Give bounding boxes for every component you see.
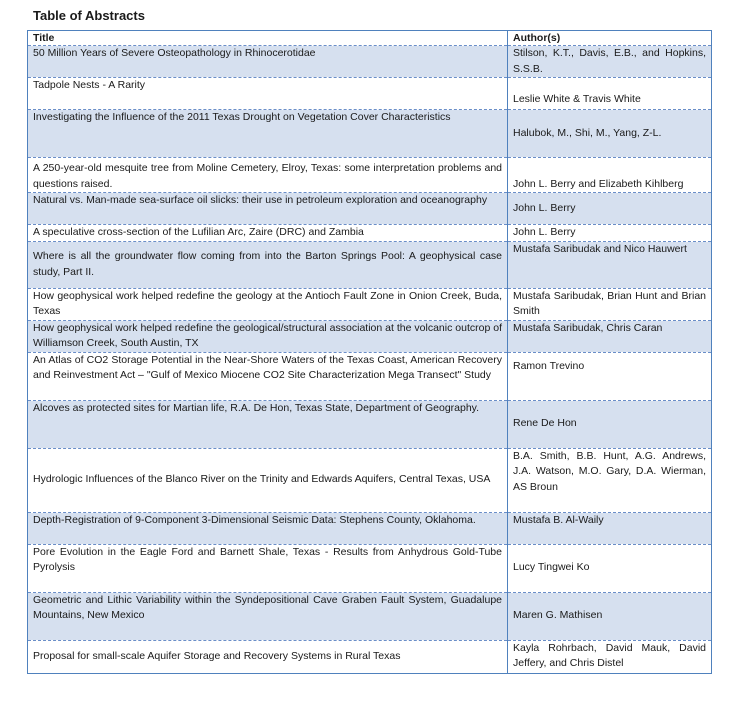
table-row [28, 592, 712, 640]
table-row [28, 544, 712, 592]
abstract-title: Tadpole Nests - A Rarity [28, 78, 508, 110]
table-row [28, 241, 712, 288]
abstract-title: Geometric and Lithic Variability within the Syndepositional Cave Graben Fault System, Guadalupe Mountains, New Mexico [28, 592, 508, 640]
table-row [28, 320, 712, 352]
abstract-title: Depth-Registration of 9-Component 3-Dimensional Seismic Data: Stephens County, Oklahoma. [28, 512, 508, 544]
column-header-authors: Author(s) [508, 31, 712, 46]
table-row [28, 225, 712, 242]
abstract-authors: Mustafa Saribudak, Chris Caran [508, 320, 712, 352]
table-row [28, 158, 712, 193]
abstract-authors: John L. Berry [508, 225, 712, 242]
table-row [28, 352, 712, 400]
abstract-authors: John L. Berry and Elizabeth Kihlberg [508, 158, 712, 193]
abstracts-table [27, 30, 712, 674]
abstract-title: How geophysical work helped redefine the geological/structural association at the volcanic outcrop of Williamson Creek, South Austin, TX [28, 320, 508, 352]
table-row [28, 288, 712, 320]
abstract-authors: B.A. Smith, B.B. Hunt, A.G. Andrews, J.A. Watson, M.O. Gary, D.A. Wierman, AS Broun [508, 448, 712, 512]
table-row [28, 46, 712, 78]
table-row [28, 110, 712, 158]
abstract-title: A 250-year-old mesquite tree from Moline Cemetery, Elroy, Texas: some interpretation problems and questions raised. [28, 158, 508, 193]
table-row [28, 400, 712, 448]
abstract-authors: Ramon Trevino [508, 352, 712, 400]
abstract-authors: John L. Berry [508, 193, 712, 225]
abstract-title: Alcoves as protected sites for Martian life, R.A. De Hon, Texas State, Department of Geography. [28, 400, 508, 448]
abstract-title: An Atlas of CO2 Storage Potential in the Near-Shore Waters of the Texas Coast, American Recovery and Reinvestment Act – "Gulf of Mexico Miocene CO2 Site Characterization Mega Transect" Study [28, 352, 508, 400]
abstract-authors: Stilson, K.T., Davis, E.B., and Hopkins, S.S.B. [508, 46, 712, 78]
abstract-title: 50 Million Years of Severe Osteopathology in Rhinocerotidae [28, 46, 508, 78]
abstract-authors: Mustafa B. Al-Waily [508, 512, 712, 544]
table-header-row [28, 31, 712, 46]
document-title: Table of Abstracts [33, 8, 145, 23]
column-header-title: Title [28, 31, 508, 46]
abstract-authors: Kayla Rohrbach, David Mauk, David Jeffery, and Chris Distel [508, 640, 712, 673]
abstract-title: Investigating the Influence of the 2011 Texas Drought on Vegetation Cover Characteristics [28, 110, 508, 158]
abstract-title: How geophysical work helped redefine the geology at the Antioch Fault Zone in Onion Creek, Buda, Texas [28, 288, 508, 320]
abstract-authors: Maren G. Mathisen [508, 592, 712, 640]
abstract-title: A speculative cross-section of the Lufilian Arc, Zaire (DRC) and Zambia [28, 225, 508, 242]
abstract-authors: Lucy Tingwei Ko [508, 544, 712, 592]
abstract-authors: Halubok, M., Shi, M., Yang, Z-L. [508, 110, 712, 158]
abstract-title: Natural vs. Man-made sea-surface oil slicks: their use in petroleum exploration and oceanography [28, 193, 508, 225]
abstract-authors: Rene De Hon [508, 400, 712, 448]
table-row [28, 640, 712, 673]
table-row [28, 512, 712, 544]
abstract-authors: Mustafa Saribudak, Brian Hunt and Brian Smith [508, 288, 712, 320]
table-row [28, 193, 712, 225]
table-row [28, 448, 712, 512]
abstract-title: Hydrologic Influences of the Blanco River on the Trinity and Edwards Aquifers, Central Texas, USA [28, 448, 508, 512]
abstract-authors: Leslie White & Travis White [508, 78, 712, 110]
abstract-title: Proposal for small-scale Aquifer Storage and Recovery Systems in Rural Texas [28, 640, 508, 673]
abstract-title: Pore Evolution in the Eagle Ford and Barnett Shale, Texas - Results from Anhydrous Gold-Tube Pyrolysis [28, 544, 508, 592]
abstract-title: Where is all the groundwater flow coming from into the Barton Springs Pool: A geophysical case study, Part II. [28, 241, 508, 288]
abstract-authors: Mustafa Saribudak and Nico Hauwert [508, 241, 712, 288]
table-row [28, 78, 712, 110]
